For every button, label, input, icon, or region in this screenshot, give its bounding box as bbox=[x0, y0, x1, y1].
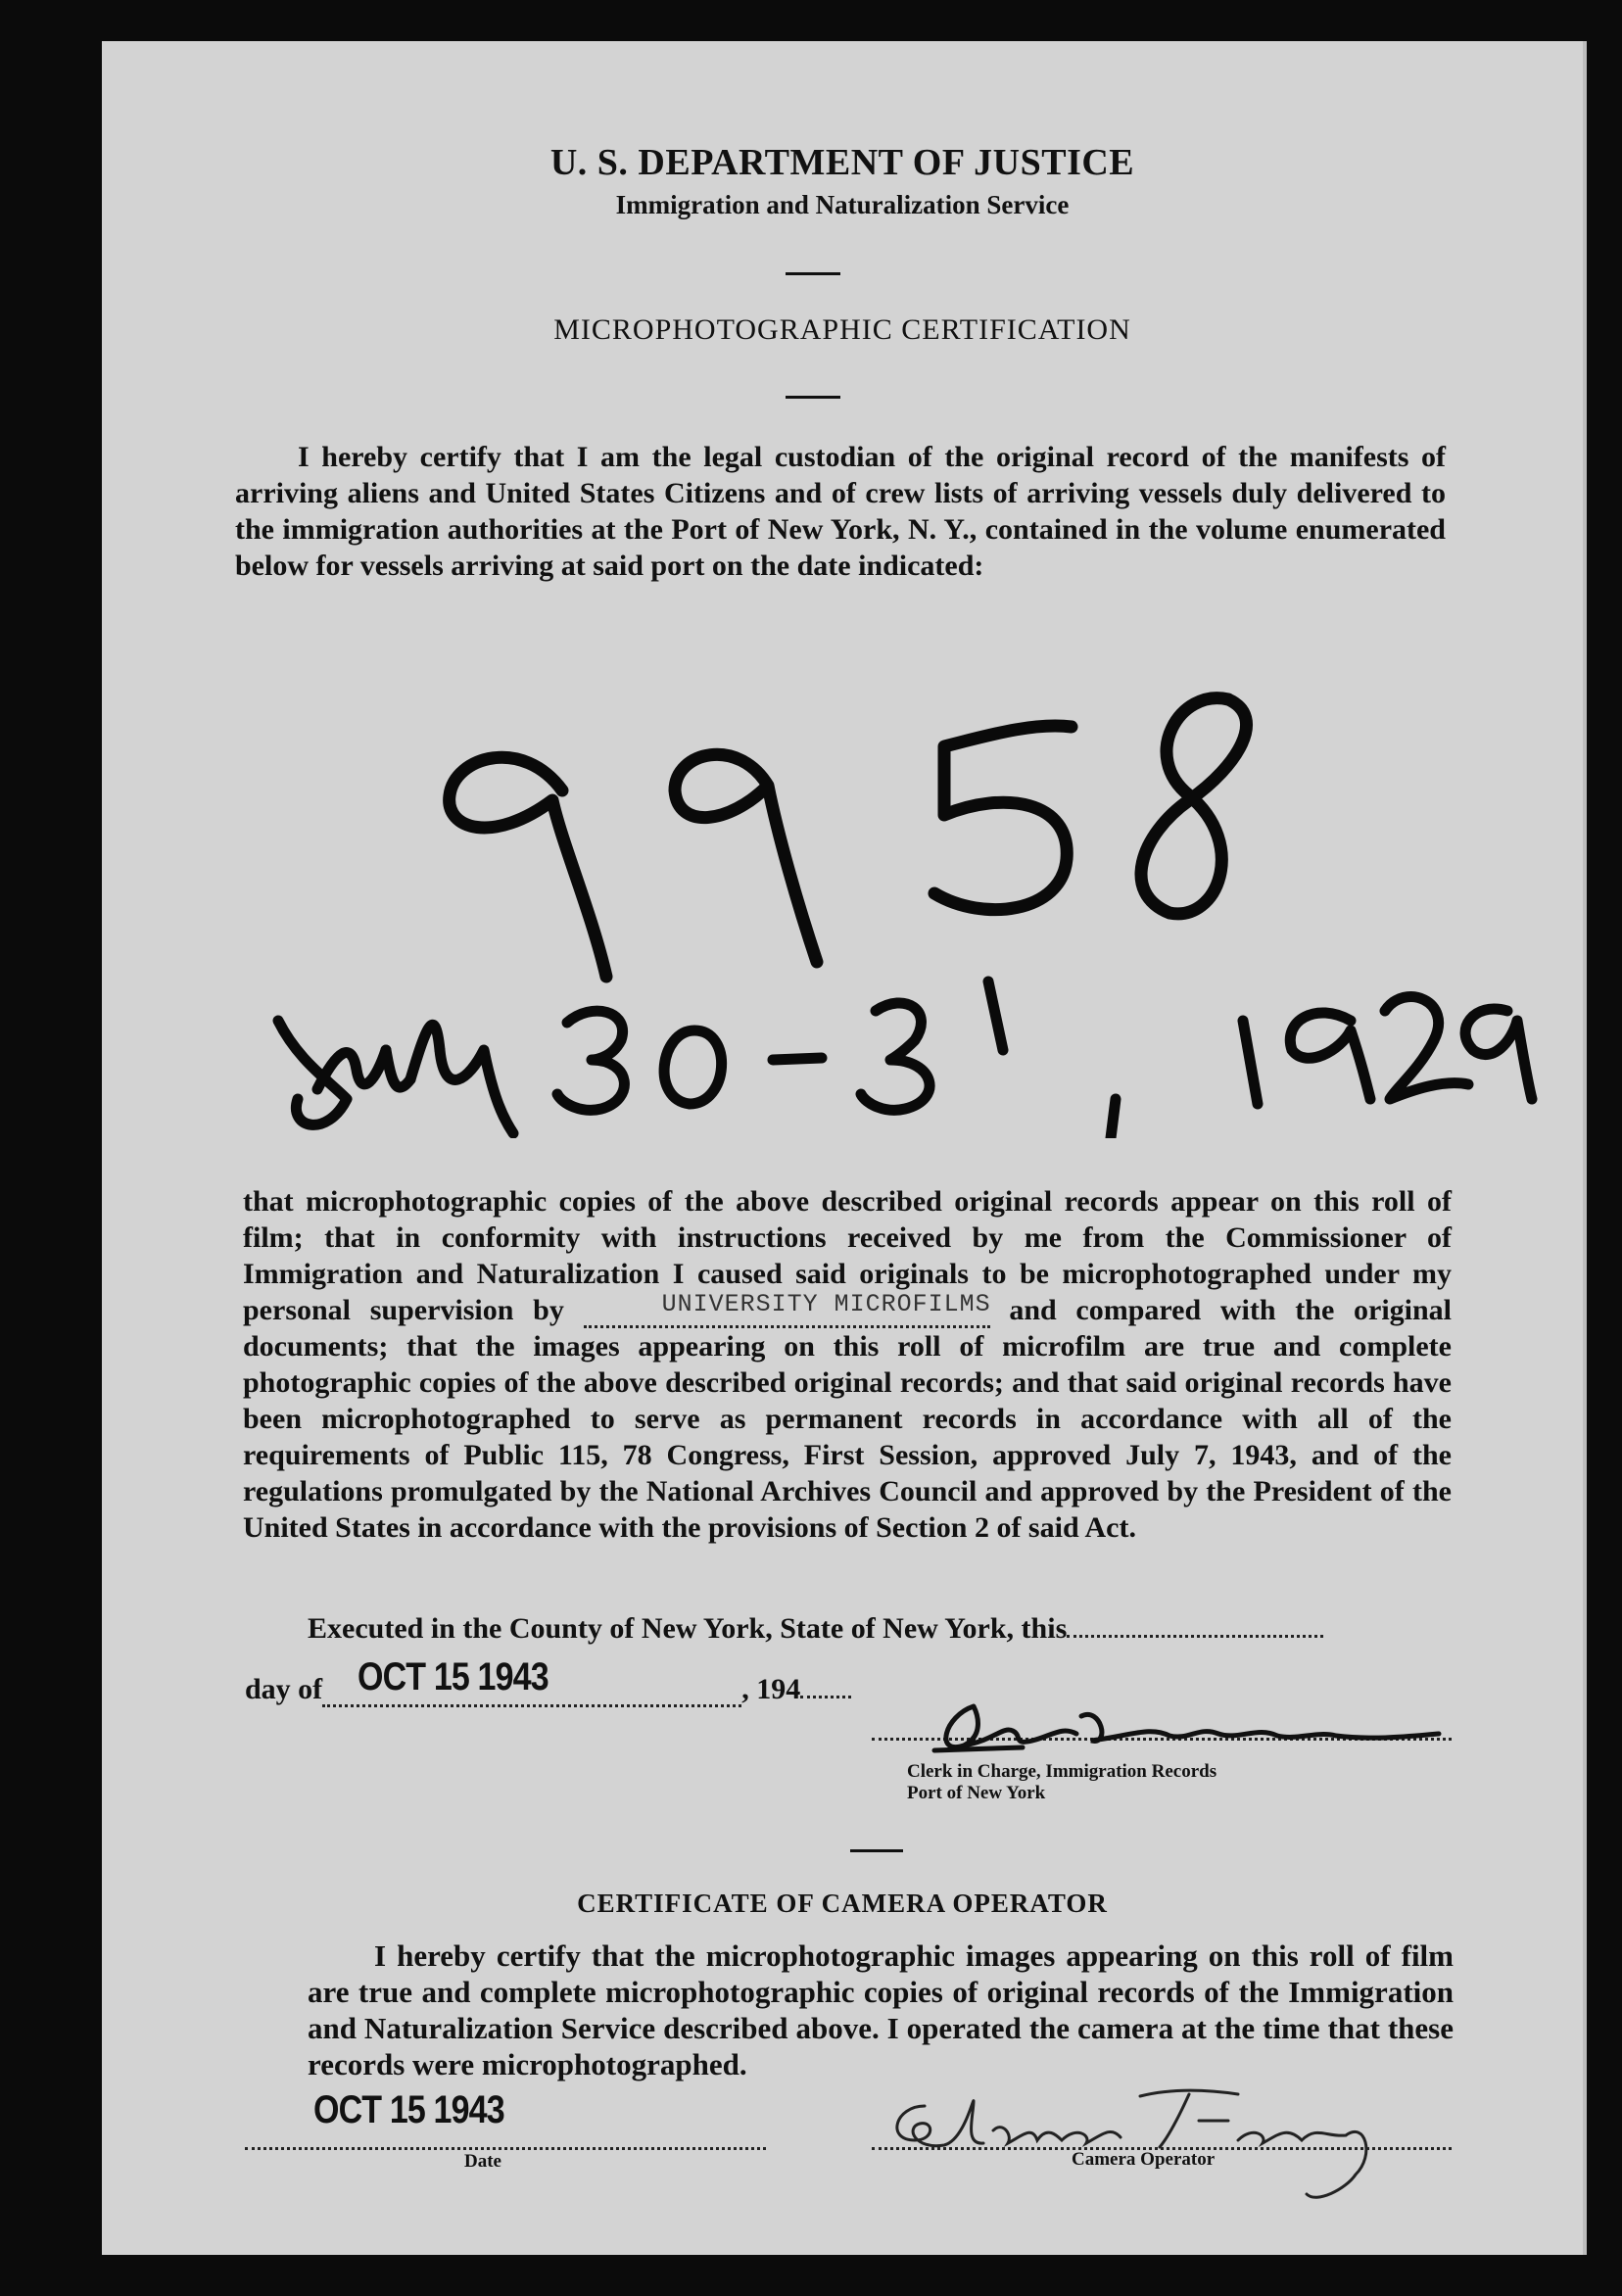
certification-intro bbox=[235, 439, 1446, 584]
clerk-title-line2: Port of New York bbox=[907, 1783, 1046, 1803]
date-line bbox=[245, 2145, 766, 2150]
handwritten-volume-number bbox=[450, 698, 1247, 977]
supervised-by-field bbox=[584, 1290, 991, 1328]
divider bbox=[786, 272, 840, 275]
executed-line bbox=[308, 1610, 1454, 1647]
camera-operator-text bbox=[308, 1937, 1454, 2082]
certification-body bbox=[243, 1183, 1452, 1546]
camera-operator-heading: CERTIFICATE OF CAMERA OPERATOR bbox=[577, 1889, 1108, 1918]
divider bbox=[786, 396, 840, 399]
handwritten-entry bbox=[102, 590, 1583, 1138]
execution-day-field bbox=[1067, 1611, 1323, 1638]
operator-certification-text: I hereby certify that the microphotographic images appearing on this roll of film are true and complete microphotographic copies of original records of the Immigration and Naturalization Service described above. I operated the camera at the time that these records were microphotographed. bbox=[308, 1938, 1454, 2081]
operator-label: Camera Operator bbox=[1072, 2149, 1216, 2170]
day-of-label: day of bbox=[245, 1673, 323, 1705]
executed-text: Executed in the County of New York, State of New York, this bbox=[308, 1612, 1068, 1645]
service-subheading: Immigration and Naturalization Service bbox=[615, 190, 1070, 219]
body-text-part1: that microphotographic copies of the above described original records appear on this roll of film; that in conformity with instructions received by me from the Commissioner of Immigration and Naturalization I caused said originals to be microphotographed under my personal supervision by bbox=[243, 1185, 1452, 1326]
date-stamp: OCT 15 1943 bbox=[358, 1655, 549, 1698]
department-heading: U. S. DEPARTMENT OF JUSTICE bbox=[549, 142, 1135, 183]
divider bbox=[850, 1849, 903, 1852]
body-text-part2: and compared with the original documents; that the images appearing on this roll of microfilm are true and complete photographic copies of the above described original records; and that said original records have been microphotographed to serve as permanent records in accordance with all of the requirements of Public 115, 78 Congress, First Session, approved July 7, 1943, and of the regulations promulgated by the National Archives Council and approved by the President of the United States in accordance with the provisions of Section 2 of said Act. bbox=[243, 1294, 1453, 1544]
date-label: Date bbox=[464, 2151, 501, 2172]
operator-signature bbox=[866, 2067, 1473, 2214]
year-prefix: , 194 bbox=[741, 1673, 801, 1705]
year-field bbox=[800, 1672, 851, 1698]
typed-company: UNIVERSITY MICROFILMS bbox=[661, 1290, 991, 1318]
clerk-title-line1: Clerk in Charge, Immigration Records bbox=[907, 1761, 1217, 1782]
day-of-field bbox=[322, 1655, 741, 1707]
clerk-title bbox=[907, 1761, 1216, 1804]
intro-text: I hereby certify that I am the legal custodian of the original record of the manifests of arriving aliens and United States Citizens and of crew lists of arriving vessels duly delivered to the immigration authorities at the Port of New York, N. Y., contained in the volume enumerated below for vessels arriving at said port on the date indicated: bbox=[235, 441, 1446, 582]
certificate-page bbox=[102, 41, 1587, 2255]
form-title: MICROPHOTOGRAPHIC CERTIFICATION bbox=[553, 313, 1131, 346]
handwritten-dates bbox=[278, 981, 1532, 1138]
operator-date-stamp: OCT 15 1943 bbox=[313, 2088, 504, 2131]
